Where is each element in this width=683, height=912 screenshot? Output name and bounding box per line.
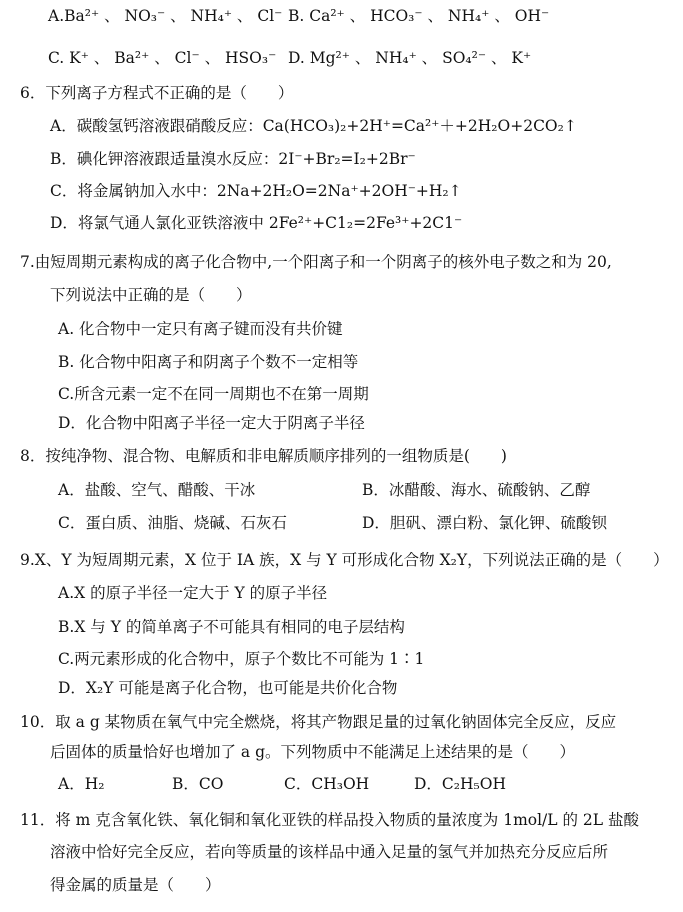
q6-stem: 6．下列离子方程式不正确的是（ ） xyxy=(20,84,294,102)
q6-option-c: C．将金属钠加入水中：2Na+2H₂O=2Na⁺+2OH⁻+H₂↑ xyxy=(50,182,462,200)
q7-stem-line2: 下列说法中正确的是（ ） xyxy=(50,286,252,304)
q11-stem-line3: 得金属的质量是（ ） xyxy=(50,876,221,894)
q9-option-b: B.X 与 Y 的简单离子不可能具有相同的电子层结构 xyxy=(58,618,405,636)
q5-option-c: C. K⁺ 、 Ba²⁺ 、 Cl⁻ 、 HSO₃⁻ xyxy=(48,49,277,67)
q5-option-a: A.Ba²⁺ 、 NO₃⁻ 、 NH₄⁺ 、 Cl⁻ xyxy=(48,7,283,25)
q8-stem: 8．按纯净物、混合物、电解质和非电解质顺序排列的一组物质是( ) xyxy=(20,447,507,465)
q9-option-d: D．X₂Y 可能是离子化合物，也可能是共价化合物 xyxy=(58,679,398,697)
q10-stem-line1: 10．取 a g 某物质在氧气中完全燃烧，将其产物跟足量的过氧化钠固体完全反应，反应 xyxy=(20,713,617,731)
q6-option-b: B．碘化钾溶液跟适量溴水反应：2I⁻+Br₂=I₂+2Br⁻ xyxy=(50,150,416,168)
q8-option-a: A．盐酸、空气、醋酸、干冰 xyxy=(58,481,256,499)
q7-option-a: A. 化合物中一定只有离子键而没有共价键 xyxy=(58,320,343,338)
q7-option-d: D．化合物中阳离子半径一定大于阴离子半径 xyxy=(58,414,365,432)
q6-option-d: D．将氯气通人氯化亚铁溶液中 2Fe²⁺+C1₂=2Fe³⁺+2C1⁻ xyxy=(50,214,463,232)
q10-option-b: B．CO xyxy=(172,775,224,793)
q8-option-c: C．蛋白质、油脂、烧碱、石灰石 xyxy=(58,514,287,532)
q10-option-d: D．C₂H₅OH xyxy=(414,775,506,793)
q9-option-a: A.X 的原子半径一定大于 Y 的原子半径 xyxy=(58,584,328,602)
q7-stem-line1: 7.由短周期元素构成的离子化合物中,一个阳离子和一个阴离子的核外电子数之和为 20, xyxy=(20,253,612,271)
q5-option-b: B. Ca²⁺ 、 HCO₃⁻ 、 NH₄⁺ 、 OH⁻ xyxy=(288,7,550,25)
q10-option-c: C．CH₃OH xyxy=(284,775,370,793)
q7-option-c: C.所含元素一定不在同一周期也不在第一周期 xyxy=(58,385,369,403)
q6-option-a: A．碳酸氢钙溶液跟硝酸反应：Ca(HCO₃)₂+2H⁺=Ca²⁺＋+2H₂O+2CO₂↑ xyxy=(50,117,577,135)
q10-option-a: A．H₂ xyxy=(58,775,105,793)
q11-stem-line2: 溶液中恰好完全反应，若向等质量的该样品中通入足量的氢气并加热充分反应后所 xyxy=(50,843,609,861)
q11-stem-line1: 11．将 m 克含氧化铁、氧化铜和氧化亚铁的样品投入物质的量浓度为 1mol/L 的 2L 盐酸 xyxy=(20,811,640,829)
q8-option-b: B．冰醋酸、海水、硫酸钠、乙醇 xyxy=(362,481,591,499)
q9-stem: 9.X、Y 为短周期元素，X 位于 IA 族，X 与 Y 可形成化合物 X₂Y，下列说法正确的是（ ） xyxy=(20,551,669,569)
q10-stem-line2: 后固体的质量恰好也增加了 a g。下列物质中不能满足上述结果的是（ ） xyxy=(50,743,576,761)
q5-option-d: D. Mg²⁺ 、 NH₄⁺ 、 SO₄²⁻ 、 K⁺ xyxy=(288,49,532,67)
q7-option-b: B. 化合物中阳离子和阴离子个数不一定相等 xyxy=(58,353,359,371)
q9-option-c: C.两元素形成的化合物中，原子个数比不可能为 1∶1 xyxy=(58,650,425,668)
q8-option-d: D．胆矾、漂白粉、氯化钾、硫酸钡 xyxy=(362,514,607,532)
